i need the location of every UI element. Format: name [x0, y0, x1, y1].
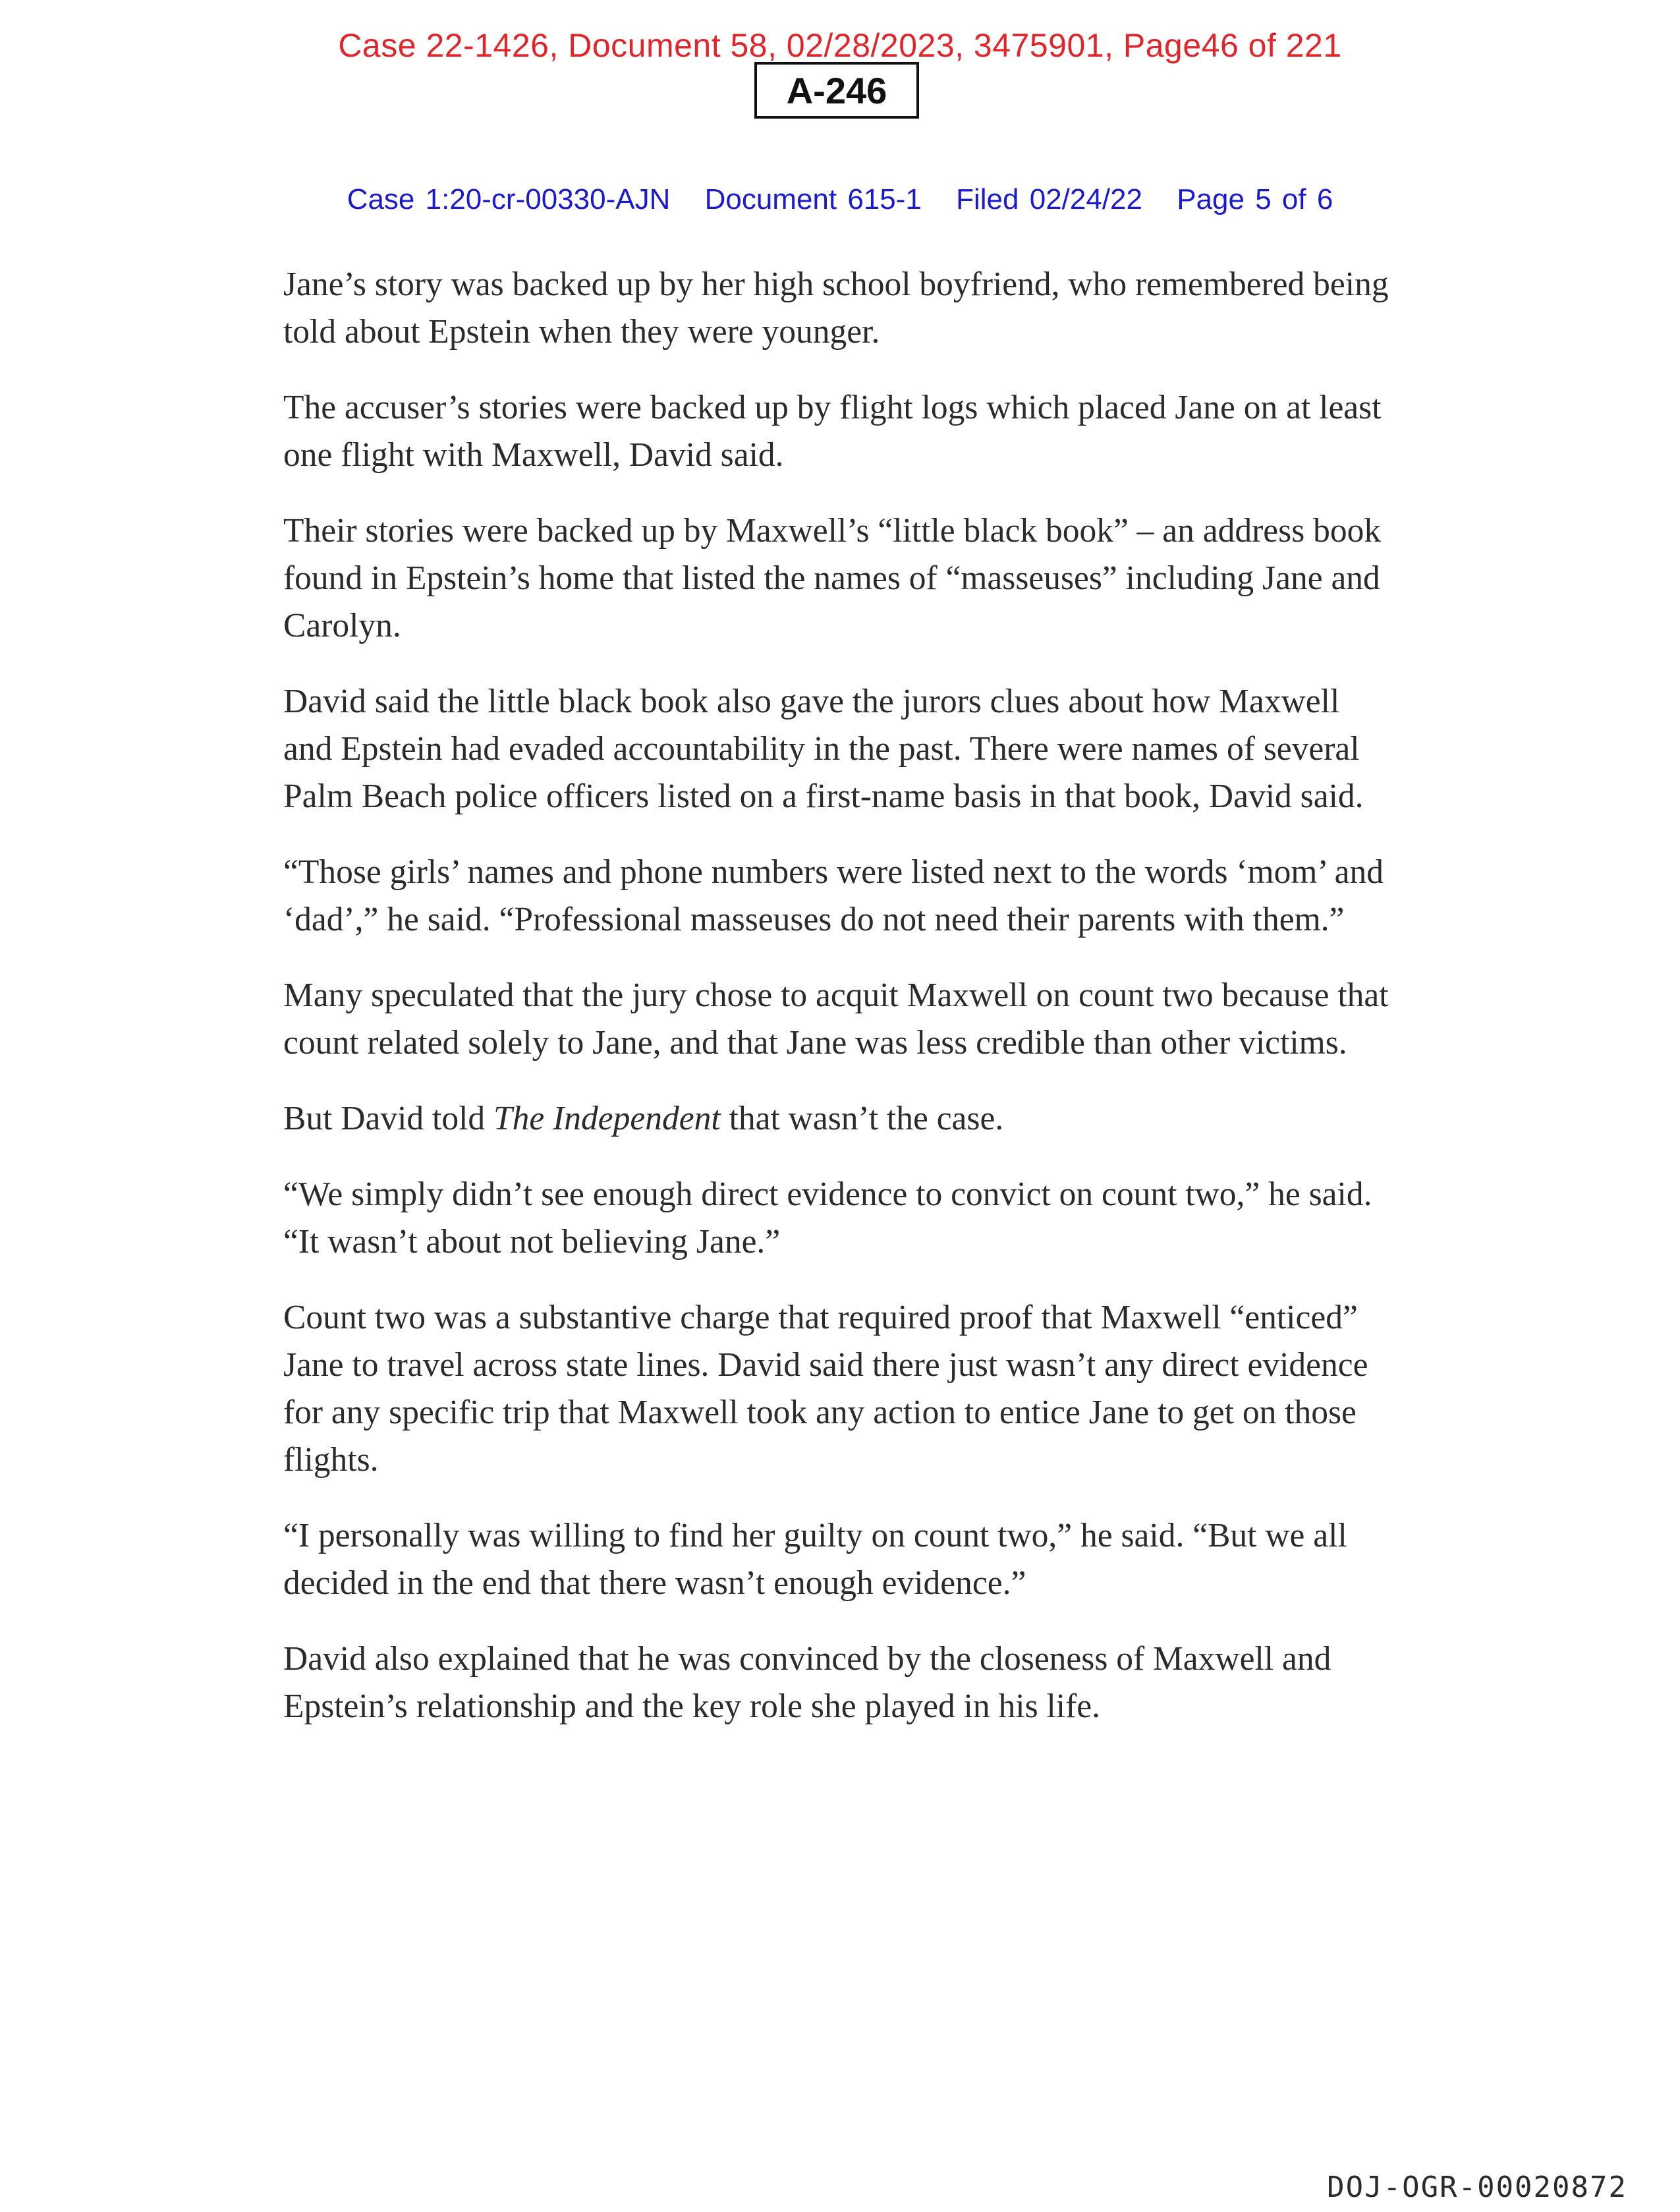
appellate-case-header: Case 22-1426, Document 58, 02/28/2023, 3475901, Page46 of 221	[338, 27, 1342, 64]
article-paragraph: Jane’s story was backed up by her high school boyfriend, who remembered being told about Epstein when they were younger.	[283, 266, 1389, 351]
article-paragraph: David said the little black book also gave the jurors clues about how Maxwell and Epstein had evaded accountability in the past. There were names of several Palm Beach police officers listed on a first-name basis in that book, David said.	[283, 683, 1364, 815]
article-paragraph: The accuser’s stories were backed up by flight logs which placed Jane on at least one flight with Maxwell, David said.	[283, 389, 1382, 474]
paragraph-text: that wasn’t the case.	[720, 1100, 1004, 1137]
appendix-page-number: A-246	[786, 69, 887, 111]
article-paragraph: “We simply didn’t see enough direct evidence to convict on count two,” he said. “It wasn’t about not believing Jane.”	[283, 1176, 1372, 1261]
paragraph-text: But David told	[283, 1100, 494, 1137]
article-paragraph: “Those girls’ names and phone numbers were listed next to the words ‘mom’ and ‘dad’,” he said. “Professional masseuses do not need their parents with them.”	[283, 853, 1384, 938]
article-body	[283, 261, 1390, 1759]
district-filed-date: Filed 02/24/22	[956, 183, 1142, 215]
appendix-page-box	[754, 62, 919, 119]
bates-number: DOJ-OGR-00020872	[1327, 2170, 1627, 2204]
article-paragraph: “I personally was willing to find her guilty on count two,” he said. “But we all decided in the end that there wasn’t enough evidence.”	[283, 1517, 1347, 1602]
district-case-number: Case 1:20-cr-00330-AJN	[347, 183, 671, 215]
article-paragraph: Many speculated that the jury chose to acquit Maxwell on count two because that count related solely to Jane, and that Jane was less credible than other victims.	[283, 977, 1389, 1062]
article-paragraph: Their stories were backed up by Maxwell’s “little black book” – an address book found in Epstein’s home that listed the names of “masseuses” including Jane and Carolyn.	[283, 512, 1382, 644]
publication-name: The Independent	[493, 1100, 721, 1137]
article-paragraph: David also explained that he was convinced by the closeness of Maxwell and Epstein’s relationship and the key role she played in his life.	[283, 1640, 1331, 1725]
district-page-number: Page 5 of 6	[1177, 183, 1333, 215]
article-paragraph	[283, 1095, 1390, 1143]
district-case-header	[0, 183, 1680, 216]
article-paragraph: Count two was a substantive charge that required proof that Maxwell “enticed” Jane to travel across state lines. David said there just wasn’t any direct evidence for any specific trip that Maxwell took any action to entice Jane to get on those flights.	[283, 1299, 1368, 1479]
district-document-number: Document 615-1	[704, 183, 922, 215]
